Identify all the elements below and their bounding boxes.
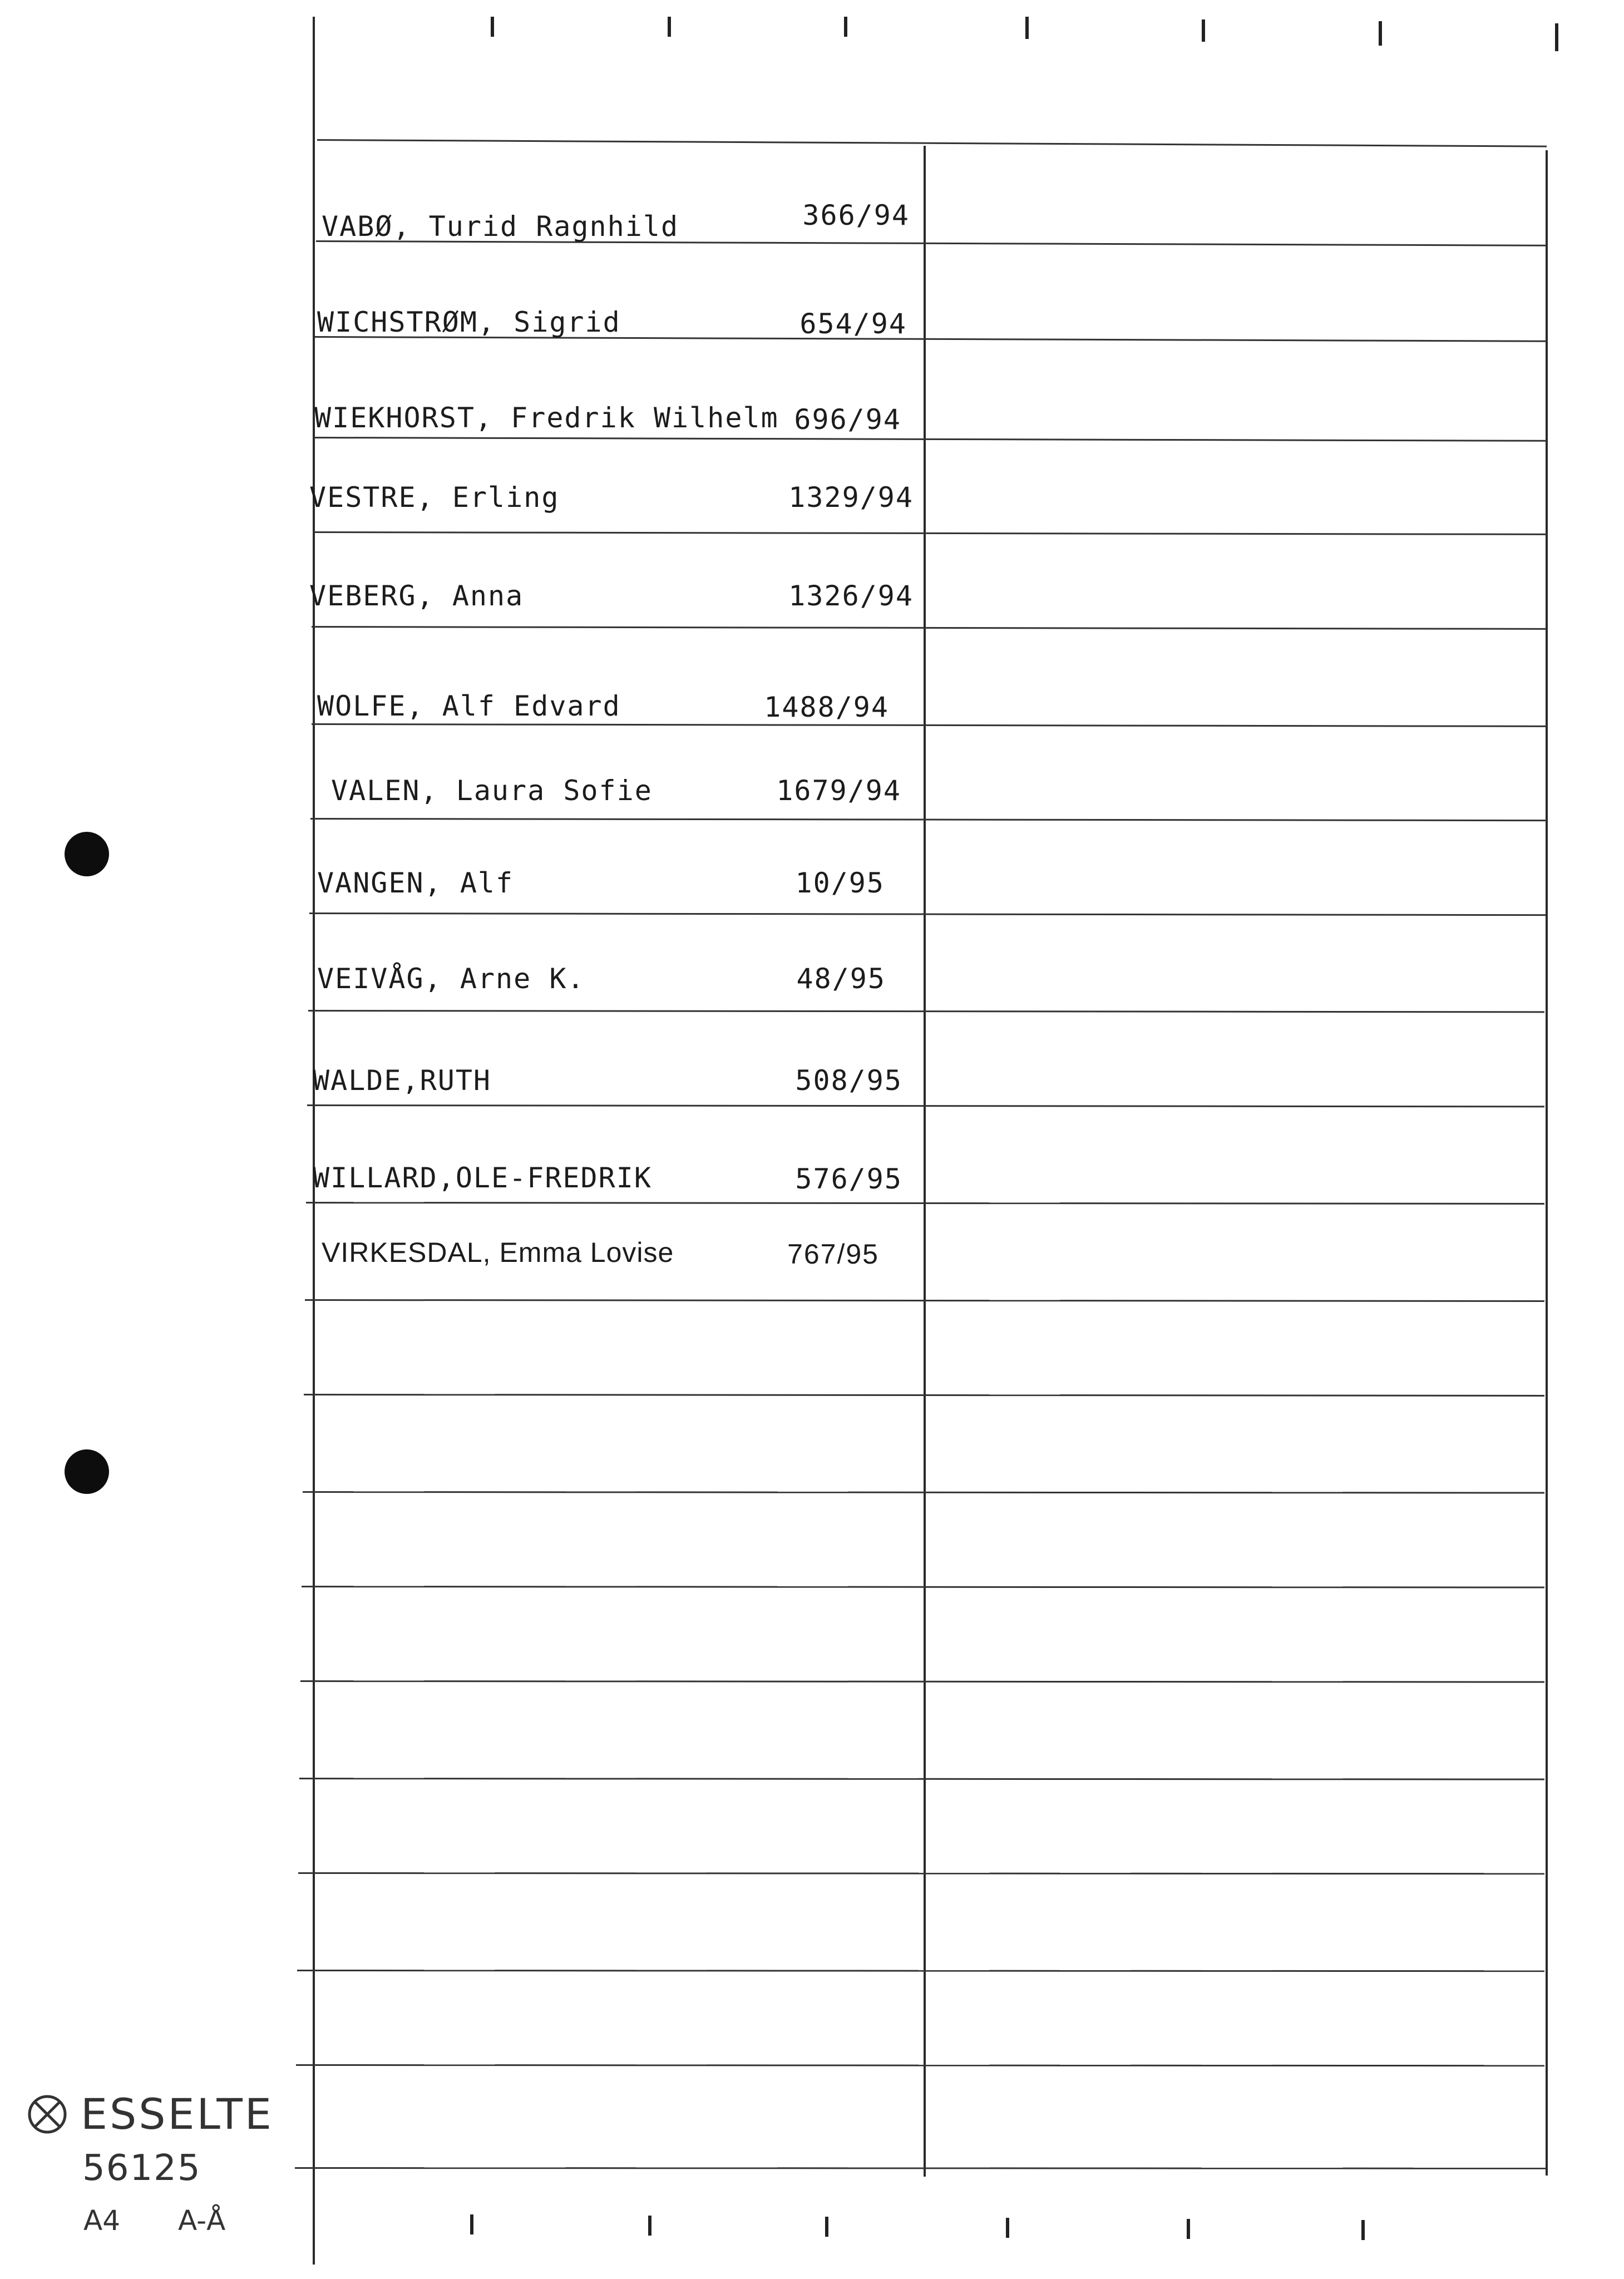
top-tick [1025,17,1029,39]
entry-name: WILLARD,OLE-FREDRIK [313,1162,652,1194]
ruled-line [302,1586,1544,1589]
top-tick [668,17,671,37]
entry-name: WOLFE, Alf Edvard [317,690,621,722]
entry-number: 1488/94 [764,691,889,723]
entry-name: VEBERG, Anna [309,580,524,612]
entry-name: VALEN, Laura Sofie [331,775,653,807]
top-tick [844,17,847,37]
column-divider [924,146,926,2177]
entry-name: VESTRE, Erling [309,481,560,514]
top-tick [1555,23,1558,51]
entry-number: 366/94 [802,199,910,231]
bottom-tick [470,2214,473,2234]
entry-number: 696/94 [794,403,901,436]
ruled-line [296,2064,1544,2066]
bottom-tick [1361,2220,1365,2240]
top-tick [491,17,494,37]
top-tick [1202,19,1205,42]
entry-name: VABØ, Turid Ragnhild [322,210,679,243]
ruled-line [313,531,1547,535]
bottom-tick [1006,2218,1009,2238]
entry-number: 1326/94 [788,580,914,612]
bottom-tick [648,2216,651,2236]
entry-name: VEIVÅG, Arne K. [317,963,585,995]
left-margin-line [313,17,315,2265]
punch-hole [65,832,109,876]
entry-number: 576/95 [795,1163,902,1195]
form-code: 56125 [82,2148,201,2189]
ruled-line [299,1778,1544,1780]
ruled-line [312,626,1547,630]
entry-number: 767/95 [787,1239,879,1270]
form-size: A4 [83,2204,121,2237]
entry-number: 508/95 [795,1064,902,1097]
entry-number: 1329/94 [788,481,914,514]
entry-number: 654/94 [799,308,907,340]
entry-name: WIEKHORST, Fredrik Wilhelm [314,402,779,434]
ruled-line [295,2167,1546,2169]
bottom-tick [825,2217,828,2237]
entry-name: VANGEN, Alf [317,867,514,899]
bottom-tick [1187,2219,1190,2239]
ruled-line [298,1872,1544,1874]
ruled-line [308,1010,1544,1013]
entry-name: VIRKESDAL, Emma Lovise [322,1237,674,1268]
table-right-border [1546,150,1548,2176]
entry-name: WALDE,RUTH [313,1064,492,1097]
brand-name: ESSELTE [81,2089,274,2139]
entry-number: 1679/94 [776,775,901,807]
ruled-line [309,912,1546,916]
entry-name: WICHSTRØM, Sigrid [317,306,621,338]
ruled-line [300,1680,1544,1683]
entry-number: 10/95 [795,867,885,899]
ruled-line [312,723,1547,727]
punch-hole [65,1449,109,1494]
ruled-line [297,1970,1544,1972]
ruled-line [317,139,1547,147]
ruled-line [310,818,1547,821]
entry-number: 48/95 [796,963,886,995]
form-range: A-Å [178,2204,226,2237]
top-tick [1379,21,1382,46]
esselte-logo-icon [25,2092,70,2137]
ruled-line [314,437,1547,442]
